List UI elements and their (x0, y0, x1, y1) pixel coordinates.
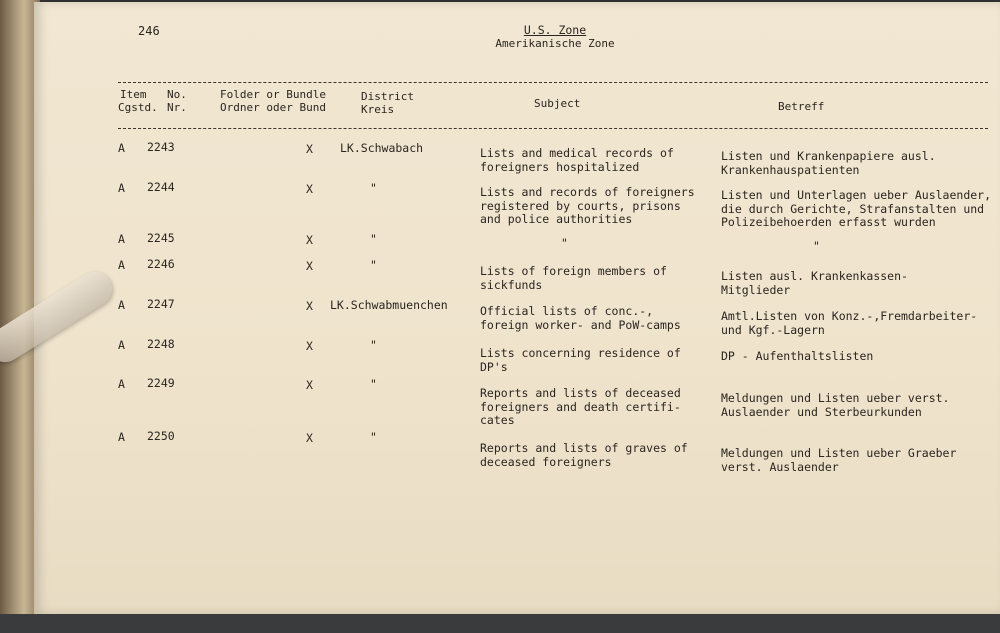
subject-line: and police authorities (480, 212, 633, 226)
item-number: 2244 (147, 180, 175, 194)
header-rule-bottom (118, 128, 988, 129)
betreff-line: die durch Gerichte, Strafanstalten und (721, 201, 985, 216)
betreff-line: Auslaender und Sterbeurkunden (721, 404, 922, 419)
item-number: 2243 (147, 140, 175, 154)
subject-line: Lists and records of foreigners (480, 185, 695, 199)
subject-line: foreign worker- and PoW-camps (480, 317, 681, 332)
subject-line: Lists and medical records of (480, 146, 674, 160)
item-code: A (118, 298, 125, 312)
district-name: " (370, 258, 377, 272)
page-number: 246 (138, 24, 160, 38)
header-folder: Folder or Bundle (220, 88, 326, 101)
background-strip (0, 614, 1000, 633)
district-name: LK.Schwabmuenchen (330, 298, 448, 312)
item-code: A (118, 232, 125, 246)
betreff-line: " (813, 239, 820, 253)
header-subject: Subject (534, 97, 581, 110)
zone-heading (495, 23, 615, 51)
betreff-line: Mitglieder (721, 282, 791, 297)
betreff-line: DP - Aufenthaltslisten (721, 349, 874, 363)
folder-mark: X (306, 339, 313, 353)
district-name: " (370, 232, 377, 246)
item-number: 2249 (147, 376, 175, 390)
district-name: " (370, 377, 377, 391)
item-number: 2248 (147, 337, 175, 351)
subject-line: " (561, 236, 568, 250)
item-code: A (118, 338, 125, 352)
betreff-line: und Kgf.-Lagern (721, 322, 825, 337)
item-code: A (118, 258, 125, 272)
header-no: No. (167, 88, 187, 101)
betreff-line: Meldungen und Listen ueber verst. (721, 391, 950, 405)
subject-line: sickfunds (480, 277, 543, 292)
subject-line: registered by courts, prisons (480, 198, 681, 213)
subject-line: Reports and lists of deceased (480, 386, 681, 400)
folder-mark: X (306, 299, 313, 313)
folder-mark: X (306, 182, 313, 196)
header-kreis: Kreis (361, 103, 395, 116)
header-item: Item (120, 88, 147, 101)
district-name: " (370, 181, 377, 195)
header-ordner: Ordner oder Bund (220, 101, 326, 114)
folder-mark: X (306, 259, 313, 273)
header-nr: Nr. (167, 101, 187, 114)
subject-line: cates (480, 413, 515, 427)
item-number: 2250 (147, 429, 175, 443)
betreff-line: Krankenhauspatienten (721, 162, 860, 177)
betreff-line: Amtl.Listen von Konz.-,Fremdarbeiter- (721, 309, 978, 323)
item-number: 2245 (147, 231, 175, 245)
folder-mark: X (306, 378, 313, 392)
betreff-line: Meldungen und Listen ueber Graeber (721, 446, 957, 460)
header-cgstd: Cgstd. (118, 101, 158, 114)
zone-subtitle: Amerikanische Zone (495, 37, 615, 50)
betreff-line: verst. Auslaender (721, 459, 839, 474)
betreff-line: Listen ausl. Krankenkassen- (721, 269, 908, 283)
betreff-line: Listen und Krankenpapiere ausl. (721, 149, 936, 163)
subject-line: Reports and lists of graves of (480, 441, 688, 455)
district-name: " (370, 338, 377, 352)
subject-line: foreigners and death certifi- (480, 399, 681, 414)
item-number: 2247 (147, 297, 175, 311)
folder-mark: X (306, 233, 313, 247)
folder-mark: X (306, 142, 313, 156)
folder-mark: X (306, 431, 313, 445)
zone-title: U.S. Zone (523, 23, 587, 37)
subject-line: DP's (480, 359, 508, 374)
betreff-line: Listen und Unterlagen ueber Auslaender, (721, 188, 992, 202)
header-betreff: Betreff (778, 100, 825, 113)
subject-line: Lists of foreign members of (480, 264, 667, 278)
subject-line: Official lists of conc.-, (480, 304, 654, 318)
subject-line: foreigners hospitalized (480, 159, 640, 174)
subject-line: deceased foreigners (480, 454, 612, 469)
item-code: A (118, 181, 125, 195)
item-code: A (118, 377, 125, 391)
district-name: " (370, 430, 377, 444)
betreff-line: Polizeibehoerden erfasst wurden (721, 215, 936, 229)
district-name: LK.Schwabach (340, 141, 424, 155)
item-code: A (118, 430, 125, 444)
subject-line: Lists concerning residence of (480, 346, 681, 360)
item-number: 2246 (147, 257, 175, 271)
header-district: District (361, 90, 414, 103)
item-code: A (118, 141, 125, 155)
header-rule-top (118, 82, 988, 83)
